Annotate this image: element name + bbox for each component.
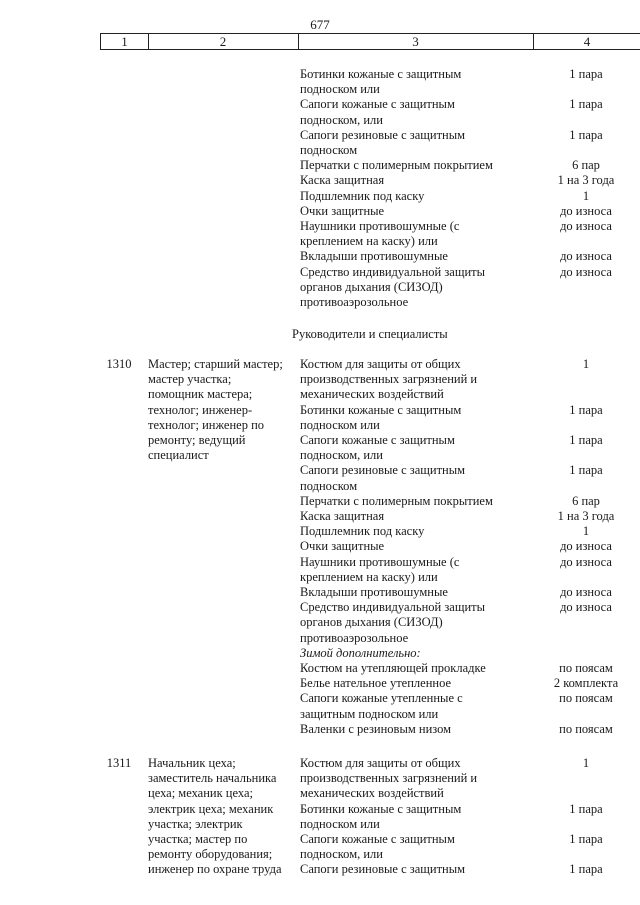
entry-1310-winter-item-1-line-0: Белье нательное утепленное bbox=[300, 676, 452, 691]
entry-1310-item-10-line-2: противоаэрозольное bbox=[300, 630, 409, 645]
entry-1311-position-1: заместитель начальника bbox=[148, 771, 277, 786]
entry-1311-item-3-qty: 1 пара bbox=[569, 862, 603, 877]
entry-1310-item-6-qty: 1 bbox=[582, 524, 590, 539]
entry-1310-item-5-qty: 1 на 3 года bbox=[557, 509, 615, 523]
entry-1310-item-1-line-0: Ботинки кожаные с защитным bbox=[300, 402, 462, 417]
top-item-7-qty: до износа bbox=[560, 219, 612, 233]
entry-1310-position-4: технолог; инженер по bbox=[148, 417, 265, 432]
entry-1310-item-0-qty: 1 bbox=[582, 357, 590, 371]
top-item-7-line-0: Наушники противошумные (с bbox=[300, 219, 460, 233]
entry-1310-item-2-line-0: Сапоги кожаные с защитным bbox=[300, 433, 455, 447]
entry-1311-position-2: цеха; механик цеха; bbox=[148, 786, 253, 801]
entry-1310-position-5: ремонту; ведущий bbox=[148, 433, 246, 447]
entry-1311-item-0-line-1: производственных загрязнений и bbox=[300, 771, 478, 786]
section-heading: Руководители и специалисты bbox=[292, 327, 448, 341]
top-item-9-qty: до износа bbox=[560, 264, 612, 279]
entry-1311-position-0: Начальник цеха; bbox=[148, 756, 236, 770]
entry-1310-item-8-line-1: креплением на каску) или bbox=[300, 569, 438, 584]
header-col-2: 2 bbox=[219, 34, 227, 49]
entry-1310-item-5-line-0: Каска защитная bbox=[300, 509, 385, 523]
top-item-9-line-1: органов дыхания (СИЗОД) bbox=[300, 279, 443, 294]
entry-1310-item-8-line-0: Наушники противошумные (с bbox=[300, 554, 460, 569]
entry-1311-position-6: ремонту оборудования; bbox=[148, 847, 273, 862]
top-item-6-qty: до износа bbox=[560, 203, 612, 218]
entry-1311-item-1-qty: 1 пара bbox=[569, 801, 603, 816]
table-header bbox=[100, 33, 640, 50]
top-item-8-qty: до износа bbox=[560, 249, 612, 264]
header-col-3: 3 bbox=[412, 34, 419, 49]
entry-1311-item-0-line-2: механических воздействий bbox=[300, 786, 444, 801]
entry-1310-winter-item-3-qty: по поясам bbox=[559, 721, 613, 736]
top-item-1-line-0: Сапоги кожаные с защитным bbox=[300, 97, 455, 112]
entry-1310-winter-item-3-line-0: Валенки с резиновым низом bbox=[300, 721, 452, 736]
entry-1310-item-8-qty: до износа bbox=[560, 554, 612, 569]
entry-1311-item-0-qty: 1 bbox=[582, 756, 590, 770]
entry-1310-item-10-line-1: органов дыхания (СИЗОД) bbox=[300, 615, 443, 630]
entry-1310-winter-item-0-qty: по поясам bbox=[559, 661, 613, 675]
top-item-2-qty: 1 пара bbox=[569, 127, 603, 142]
entry-1311-position-5: участка; мастер по bbox=[148, 832, 248, 846]
entry-1310-winter-item-1-qty: 2 комплекта bbox=[553, 676, 619, 691]
header-col-4: 4 bbox=[583, 34, 591, 49]
top-item-7-line-1: креплением на каску) или bbox=[300, 234, 438, 249]
entry-1310-item-10-qty: до износа bbox=[560, 600, 612, 615]
entry-1311-item-1-line-1: подноском или bbox=[300, 816, 380, 831]
entry-1310-number: 1310 bbox=[106, 357, 132, 371]
top-item-4-line-0: Каска защитная bbox=[300, 173, 385, 188]
page-number: 677 bbox=[310, 17, 330, 32]
top-item-0-line-1: подноском или bbox=[300, 82, 380, 97]
top-item-0-qty: 1 пара bbox=[569, 67, 603, 81]
entry-1311-item-2-line-1: подноском, или bbox=[300, 847, 383, 862]
entry-1310-item-2-line-1: подноском, или bbox=[300, 448, 383, 463]
entry-1310-item-1-line-1: подноском или bbox=[300, 417, 380, 432]
entry-1310-item-10-line-0: Средство индивидуальной защиты bbox=[300, 600, 486, 615]
entry-1310-item-0-line-0: Костюм для защиты от общих bbox=[300, 357, 461, 371]
entry-1310-item-4-qty: 6 пар bbox=[572, 493, 600, 508]
entry-1310-item-4-line-0: Перчатки с полимерным покрытием bbox=[300, 493, 493, 508]
top-item-9-line-2: противоаэрозольное bbox=[300, 295, 409, 309]
entry-1311-item-0-line-0: Костюм для защиты от общих bbox=[300, 756, 461, 770]
entry-1310-winter-item-0-line-0: Костюм на утепляющей прокладке bbox=[300, 661, 486, 675]
top-item-0-line-0: Ботинки кожаные с защитным bbox=[300, 67, 462, 81]
top-item-9-line-0: Средство индивидуальной защиты bbox=[300, 264, 486, 279]
entry-1310-position-2: помощник мастера; bbox=[148, 387, 253, 402]
entry-1310-position-6: специалист bbox=[148, 448, 209, 463]
entry-1310-winter-item-2-qty: по поясам bbox=[559, 691, 613, 706]
entry-1310-item-0-line-1: производственных загрязнений и bbox=[300, 372, 478, 387]
top-item-3-line-0: Перчатки с полимерным покрытием bbox=[300, 158, 493, 173]
entry-1310-item-3-line-0: Сапоги резиновые с защитным bbox=[300, 463, 466, 478]
entry-1310-position-0: Мастер; старший мастер; bbox=[148, 357, 283, 371]
entry-1310-item-6-line-0: Подшлемник под каску bbox=[300, 524, 425, 539]
top-item-1-line-1: подноском, или bbox=[300, 112, 383, 127]
top-item-2-line-1: подноском bbox=[300, 143, 358, 157]
entry-1311-number: 1311 bbox=[106, 756, 132, 770]
top-item-3-qty: 6 пар bbox=[572, 158, 600, 173]
entry-1311-item-2-line-0: Сапоги кожаные с защитным bbox=[300, 832, 455, 846]
top-item-4-qty: 1 на 3 года bbox=[557, 173, 615, 188]
entry-1310-item-9-line-0: Вкладыши противошумные bbox=[300, 585, 448, 599]
top-item-1-qty: 1 пара bbox=[569, 97, 603, 112]
entry-1311-item-3-line-0: Сапоги резиновые с защитным bbox=[300, 862, 466, 877]
entry-1311-item-1-line-0: Ботинки кожаные с защитным bbox=[300, 801, 462, 816]
entry-1310-item-1-qty: 1 пара bbox=[569, 402, 603, 417]
entry-1310-item-3-qty: 1 пара bbox=[569, 463, 603, 478]
entry-1310-item-7-qty: до износа bbox=[560, 539, 612, 554]
entry-1311-position-7: инженер по охране труда bbox=[148, 862, 282, 877]
top-item-6-line-0: Очки защитные bbox=[300, 203, 385, 218]
entry-1310-item-7-line-0: Очки защитные bbox=[300, 539, 385, 554]
entry-1310-item-9-qty: до износа bbox=[560, 585, 612, 599]
entry-1311-item-2-qty: 1 пара bbox=[569, 832, 603, 846]
entry-1310-item-0-line-2: механических воздействий bbox=[300, 387, 444, 402]
header-col-1: 1 bbox=[121, 34, 128, 49]
top-item-5-line-0: Подшлемник под каску bbox=[300, 188, 425, 203]
top-item-8-line-0: Вкладыши противошумные bbox=[300, 249, 448, 264]
entry-1310-item-3-line-1: подноском bbox=[300, 478, 358, 493]
entry-1310-position-1: мастер участка; bbox=[148, 372, 232, 387]
entry-1311-position-4: участка; электрик bbox=[148, 816, 243, 831]
entry-1310-winter-label: Зимой дополнительно: bbox=[300, 645, 421, 660]
entry-1310-position-3: технолог; инженер- bbox=[148, 402, 253, 417]
entry-1310-winter-item-2-line-1: защитным подноском или bbox=[300, 706, 439, 721]
top-item-5-qty: 1 bbox=[582, 188, 590, 203]
entry-1311-position-3: электрик цеха; механик bbox=[148, 801, 274, 816]
entry-1310-item-2-qty: 1 пара bbox=[569, 433, 603, 447]
entry-1310-winter-item-2-line-0: Сапоги кожаные утепленные с bbox=[300, 691, 463, 706]
top-item-2-line-0: Сапоги резиновые с защитным bbox=[300, 127, 466, 142]
